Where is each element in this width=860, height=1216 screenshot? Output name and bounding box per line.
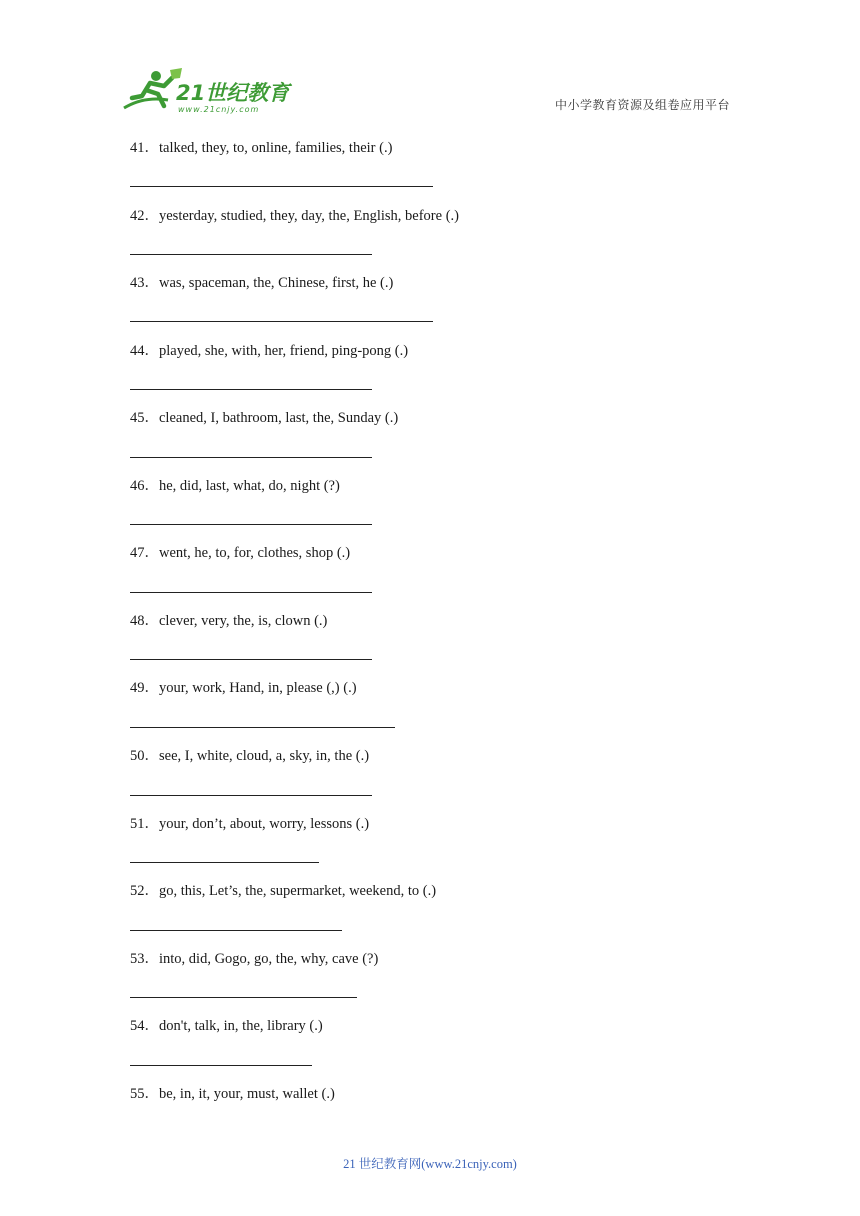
question-item: 47．went, he, to, for, clothes, shop (.) (130, 545, 351, 561)
runner-logo-icon (120, 66, 295, 118)
answer-blank[interactable] (130, 592, 372, 593)
answer-blank[interactable] (130, 254, 372, 255)
question-item: 49．your, work, Hand, in, please (,) (.) (130, 680, 357, 696)
answer-blank[interactable] (130, 321, 433, 322)
question-item: 43．was, spaceman, the, Chinese, first, he (.) (130, 275, 394, 291)
question-item: 55．be, in, it, your, must, wallet (.) (130, 1086, 335, 1102)
question-item: 50．see, I, white, cloud, a, sky, in, the (.) (130, 748, 370, 764)
question-item: 51．your, don’t, about, worry, lessons (.) (130, 816, 370, 832)
answer-blank[interactable] (130, 862, 319, 863)
answer-blank[interactable] (130, 997, 357, 998)
question-item: 41．talked, they, to, online, families, their (.) (130, 140, 393, 156)
question-item: 53．into, did, Gogo, go, the, why, cave (?) (130, 951, 379, 967)
answer-blank[interactable] (130, 727, 395, 728)
answer-blank[interactable] (130, 930, 342, 931)
answer-blank[interactable] (130, 186, 433, 187)
logo-title: 21世纪教育 (176, 81, 290, 105)
page-header (0, 0, 860, 130)
platform-tagline: 中小学教育资源及组卷应用平台 (554, 98, 730, 112)
answer-blank[interactable] (130, 659, 372, 660)
question-item: 48．clever, very, the, is, clown (.) (130, 613, 328, 629)
question-item: 54．don't, talk, in, the, library (.) (130, 1018, 323, 1034)
logo-url: www.21cnjy.com (178, 105, 260, 114)
answer-blank[interactable] (130, 795, 372, 796)
answer-blank[interactable] (130, 524, 372, 525)
question-item: 45．cleaned, I, bathroom, last, the, Sunday (.) (130, 410, 399, 426)
question-item: 42．yesterday, studied, they, day, the, English, before (.) (130, 208, 459, 224)
question-item: 52．go, this, Let’s, the, supermarket, weekend, to (.) (130, 883, 437, 899)
site-logo (120, 66, 295, 118)
answer-blank[interactable] (130, 389, 372, 390)
page-footer: 21 世纪教育网(www.21cnjy.com) (343, 1157, 517, 1171)
question-item: 44．played, she, with, her, friend, ping-pong (.) (130, 343, 409, 359)
answer-blank[interactable] (130, 457, 372, 458)
answer-blank[interactable] (130, 1065, 312, 1066)
question-item: 46．he, did, last, what, do, night (?) (130, 478, 340, 494)
